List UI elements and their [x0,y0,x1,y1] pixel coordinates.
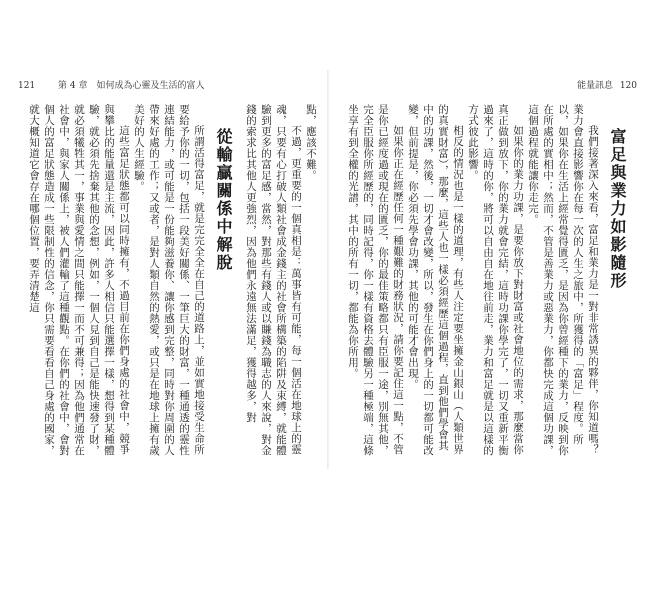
paragraph: 不過，更重要的一個真相是：萬事皆有可能，每一個活在地球上的靈魂，只要有心打破人類社會成金錢主的社會所構築的陷阱及束縛，就能體驗到更多的富足感，當然，對那些有錢人或以賺錢為職志的人來說，對金錢的索求比其他人更強烈，因為他們永遠無法滿足，獲得越多，對 [245,104,302,456]
left-page-header [18,78,318,94]
page-gutter [327,70,329,469]
section-heading: 從輸贏關係中解脫 [214,128,233,272]
paragraph: 所謂活得富足，就是完完全全在自己的道路上，並如實地接受生命所要給予你的一切，包括一段美好關係、一筆巨大的財富，一種通透的靈性連結能力，或可能是一份能夠滋養你、讓你感到完整，同時對你周圍的人帶來好處的工作；又或者，是對人類自然的熱愛，或只是在地球上擁有歲美好的人生經驗。 [133,104,205,456]
section-heading: 富足與業力如影隨形 [608,128,627,290]
left-page-number: 121 [18,81,36,91]
paragraph: 點，應該不難。 [305,104,317,181]
right-page-header [337,78,637,94]
right-page-number: 120 [619,81,637,91]
left-page-body [18,104,318,459]
paragraph: 相反的情況也是一樣的道理，有些人注定要坐擁金山銀山（人類世界的真實財富），那麼，這些人也一樣必須經歷這個過程，直到他們學會其中的功課，然後，一切才會改變，所以，發生在你們身上的一切都可能改變，但前提是，你必須先學會功課，其他的可能才會出現。 [407,104,464,456]
left-page [18,78,318,459]
chapter-header: 第 4 章 如何成為心靈及生活的富人 [58,81,205,91]
right-page [337,78,637,459]
paragraph: 如果你的業力功課，是要你放下對財富或社會地位的需求，那麼當你真正做到放下，你的業力就會完結，這時功課你學完了，一切又重新平衡過來了，這時的你，將可以自由自在地往前走，業力和富足就是以這樣的方式彼此影響。 [467,104,524,456]
paragraph: 這些富足狀態都可以同時擁有，不過目前在你們身處的社會中，競爭與攀比的能量還是主流，因此，許多人相信只能選擇一樣，想得到某種體驗，就必須先捨棄其他的念想，例如，一個人見到自己是能快速發了財，就必須犧牲其一，事業與愛情之間只能擇一而不可兼得；因為他們通常在社會中，與家人關係上，被人們灌輸了這種觀點。在你們的社會中，會對個人的富足狀態造成一些限制性的信念，你只需要看看自己身處的國家，就大概知道它會存在哪個位置，要弄清楚這 [28,104,130,456]
running-title: 能量訊息 [576,81,613,91]
right-page-body [337,104,637,459]
paragraph: 如果你正在經歷任何一種艱難的財務狀況，請你要記住這一點，不管是你已經度過或現在的匱乏，你的最佳策略都只有臣服一途，別無其他，完全臣服你所經歷的，同時記得，你一樣有資格去體驗另一種極端，這條坐享有到全權的光譜，其中的所有一切，都能為你所用。 [347,104,404,456]
paragraph: 我們接著深入來看，富足和業力是一對非常誘異的夥伴，你知道嗎？業力會直接影響你在每一次的人生之旅中，所獲得的「富足」程度。所以，如果你在生活上經常覺得匱乏，是因為你曾經種下的業力，反映到你在所處的實相中；然而，不管是善業力或惡業力，你都快完成這個功課，這個過程就能讓你走完。 [527,104,599,456]
